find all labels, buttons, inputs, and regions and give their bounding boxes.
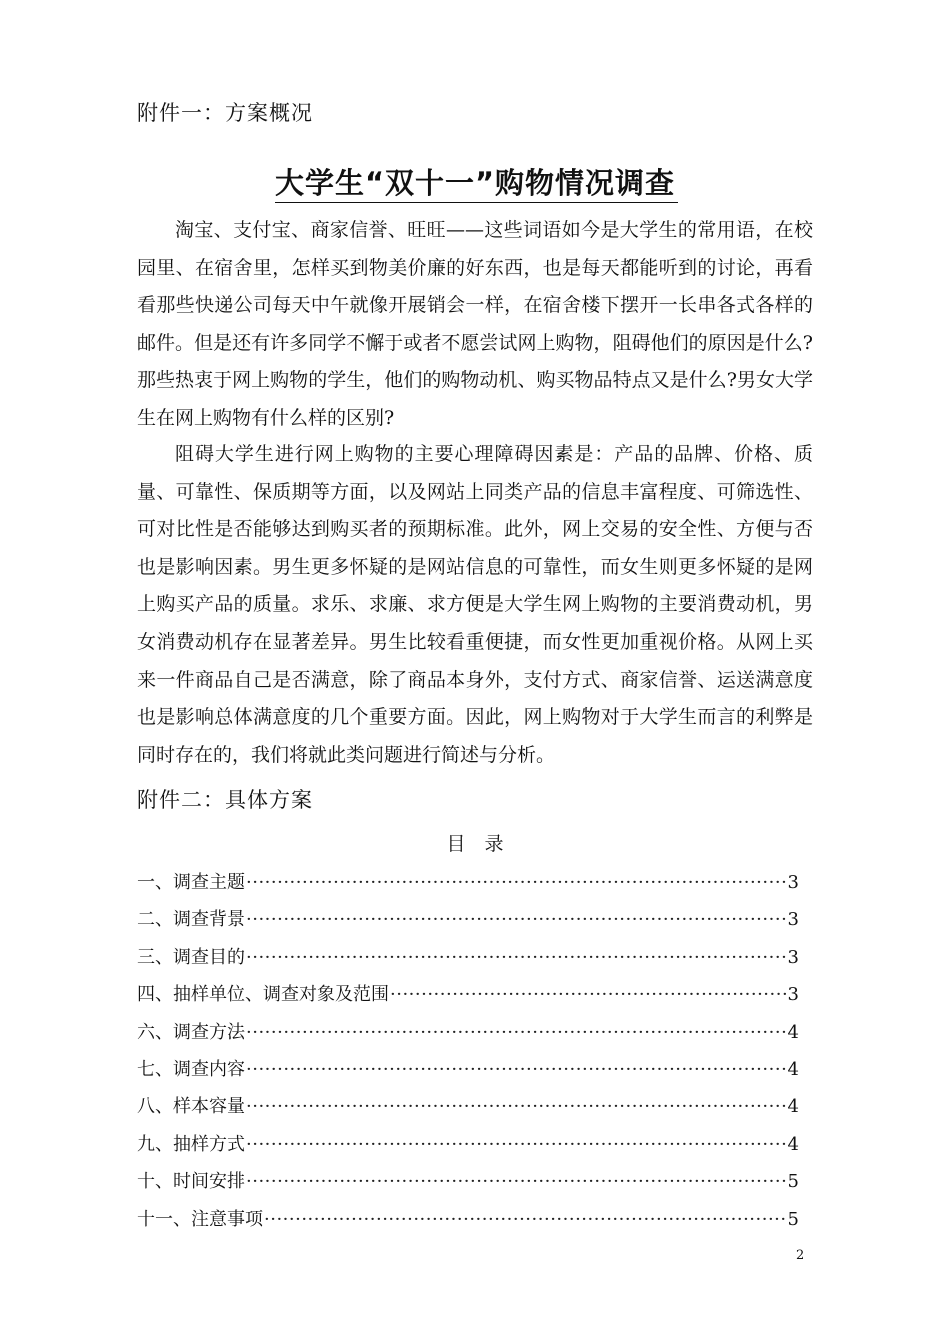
toc-entry [137,976,799,1013]
toc-entry [137,1051,799,1088]
toc-entry-label: 三、调查目的 [137,946,245,968]
toc-entry-label: 七、调查内容 [137,1058,245,1080]
toc-entry [137,1201,799,1238]
toc-entry-label: 八、样本容量 [137,1096,245,1118]
toc-entry [137,1126,799,1163]
toc-entry [137,1163,799,1200]
page-number: 2 [796,1248,805,1263]
toc-entry-page: 4 [787,1021,799,1043]
toc-entry-label: 一、调查主题 [137,872,245,893]
document-title: 大学生“双十一”购物情况调查 [274,166,676,200]
toc-entry-page: 3 [787,872,799,893]
toc-leader-dots [264,1201,787,1238]
toc-leader-dots [246,1051,787,1088]
toc-entry-label: 十、时间安排 [137,1171,245,1193]
toc-title: 目 录 [446,833,504,855]
toc-entry-label: 四、抽样单位、调查对象及范围 [137,984,389,1006]
toc-leader-dots [246,1163,787,1200]
toc-entry [137,864,799,901]
toc-entry [137,1014,799,1051]
toc-entry-label: 二、调查背景 [137,909,245,931]
table-of-contents [137,864,799,1238]
toc-entry-page: 4 [787,1058,799,1080]
attachment-1-heading: 附件一：方案概况 [137,101,313,125]
toc-entry-page: 3 [787,909,799,931]
toc-leader-dots [246,1014,787,1051]
toc-entry-page: 4 [787,1133,799,1155]
analysis-paragraph: 阻碍大学生进行网上购物的主要心理障碍因素是：产品的品牌、价格、质量、可靠性、保质期等方面，以及网站上同类产品的信息丰富程度、可筛选性、可对比性是否能够达到购买者的预期标准。此外，网上交易的安全性、方便与否也是影响因素。男生更多怀疑的是网站信息的可靠性，而女生则更多怀疑的是网上购买产品的质量。求乐、求廉、求方便是大学生网上购物的主要消费动机，男女消费动机存在显著差异。男生比较看重便捷，而女性更加重视价格。从网上买来一件商品自己是否满意，除了商品本身外，支付方式、商家信誉、运送满意度也是影响总体满意度的几个重要方面。因此，网上购物对于大学生而言的利弊是同时存在的，我们将就此类问题进行简述与分析。 [137,443,813,766]
toc-entry-label: 十一、注意事项 [137,1208,263,1230]
toc-leader-dots [246,901,787,938]
intro-paragraph: 淘宝、支付宝、商家信誉、旺旺——这些词语如今是大学生的常用语，在校园里、在宿舍里，怎样买到物美价廉的好东西，也是每天都能听到的讨论，再看看那些快递公司每天中午就像开展销会一样，在宿舍楼下摆开一长串各式各样的邮件。但是还有许多同学不懈于或者不愿尝试网上购物，阻碍他们的原因是什么?那些热衷于网上购物的学生，他们的购物动机、购买物品特点又是什么?男女大学生在网上购物有什么样的区别? [137,219,813,429]
toc-leader-dots [246,939,787,976]
toc-leader-dots [246,1088,787,1125]
toc-entry-page: 5 [787,1208,799,1230]
toc-entry-page: 4 [787,1096,799,1118]
toc-entry-page: 3 [787,984,799,1006]
toc-leader-dots [390,976,787,1013]
toc-leader-dots [246,1126,787,1163]
toc-entry-label: 九、抽样方式 [137,1133,245,1155]
toc-leader-dots [246,864,787,901]
toc-entry [137,939,799,976]
toc-entry-page: 5 [787,1171,799,1193]
toc-entry-page: 3 [787,946,799,968]
attachment-2-heading: 附件二：具体方案 [137,788,313,812]
toc-entry [137,901,799,938]
toc-entry-label: 六、调查方法 [137,1021,245,1043]
title-underline [275,202,678,203]
toc-entry [137,1088,799,1125]
